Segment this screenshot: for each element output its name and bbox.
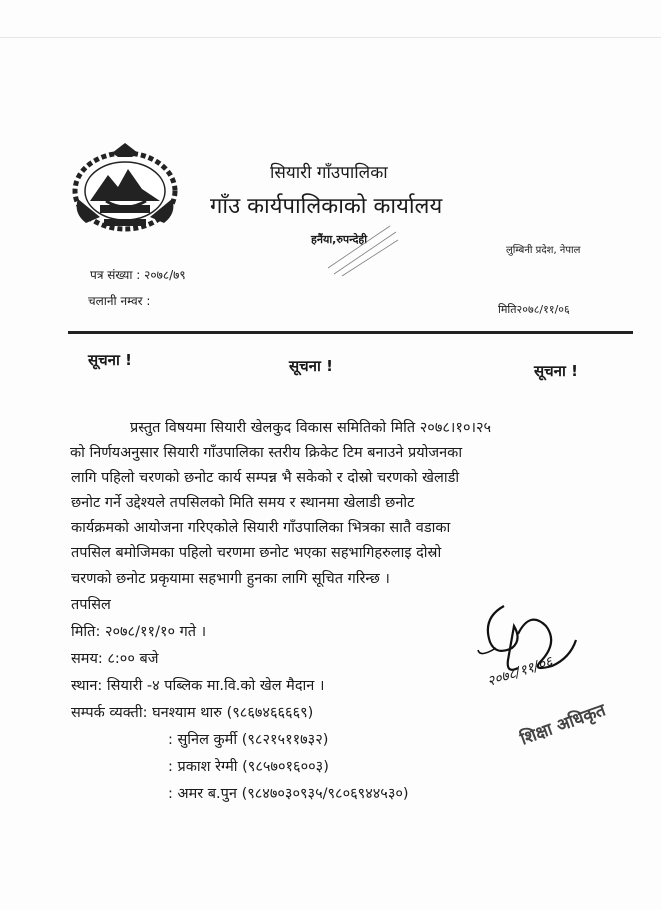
notice-heading-right: सूचना ! bbox=[534, 362, 578, 380]
body-line: कार्यक्रमको आयोजना गरिएकोले सियारी गाँउपालिका भित्रका सातै वडाका bbox=[71, 520, 451, 536]
body-line: छनोट गर्ने उद्देश्यले तपसिलको मिति समय र स्थानमा खेलाडी छनोट bbox=[71, 495, 415, 511]
body-line: को निर्णयअनुसार सियारी गाँउपालिका स्तरीय क्रिकेट टिम बनाउने प्रयोजनका bbox=[70, 445, 463, 461]
province-name: लुम्बिनी प्रदेश, नेपाल bbox=[506, 245, 581, 256]
office-stamp-icon bbox=[320, 218, 400, 278]
reference-number: पत्र संख्या : २०७८/७९ bbox=[90, 268, 186, 282]
event-venue: स्थान: सियारी -४ पब्लिक मा.वि.को खेल मैदान । bbox=[71, 678, 325, 694]
event-date: मिति: २०७८/११/१० गते । bbox=[71, 624, 207, 640]
office-name: गाँउ कार्यपालिकाको कार्यालय bbox=[210, 194, 443, 219]
details-heading: तपसिल bbox=[71, 597, 111, 613]
body-line: लागि पहिलो चरणको छनोट कार्य सम्पन्न भै सकेको र दोस्रो चरणको खेलाडी bbox=[71, 470, 460, 486]
body-line: चरणको छनोट प्रकृयामा सहभागी हुनका लागि सूचित गरिन्छ । bbox=[71, 571, 390, 587]
office-address: हनैंया,रुपन्देही bbox=[311, 233, 368, 246]
municipality-name: सियारी गाँउपालिका bbox=[270, 163, 388, 183]
letter-date: मिति२०७८/११/०६ bbox=[498, 303, 570, 316]
nepal-emblem-icon bbox=[70, 143, 180, 233]
scan-edge-line bbox=[0, 37, 661, 38]
contact-person: : अमर ब.पुन (९८४७०३०९३५/९८०६९४४५३०) bbox=[168, 786, 409, 802]
event-time: समय: ८:०० बजे bbox=[71, 651, 159, 667]
body-line: तपसिल बमोजिमका पहिलो चरणमा छनोट भएका सहभागिहरुलाइ दोस्रो bbox=[71, 545, 442, 561]
contact-person: : सुनिल कुर्मी (९८२१५११७३२) bbox=[168, 732, 329, 748]
notice-heading-center: सूचना ! bbox=[289, 357, 333, 375]
contact-person: सम्पर्क व्यक्ती: घनश्याम थारु (९८६७४६६६६९) bbox=[71, 705, 314, 721]
signatory-title: शिक्षा अधिकृत bbox=[517, 700, 609, 750]
body-line: प्रस्तुत विषयमा सियारी खेलकुद विकास समितिको मिति २०७८।१०।२५ bbox=[130, 420, 492, 436]
dispatch-number: चलानी नम्वर : bbox=[88, 294, 151, 308]
header-divider bbox=[68, 331, 633, 334]
notice-heading-left: सूचना ! bbox=[88, 351, 132, 369]
contact-person: : प्रकाश रेग्मी (९८५७०१६००३) bbox=[168, 759, 329, 775]
signature-block bbox=[460, 590, 609, 760]
signature-date: २०७८/११/०६ bbox=[485, 653, 555, 691]
